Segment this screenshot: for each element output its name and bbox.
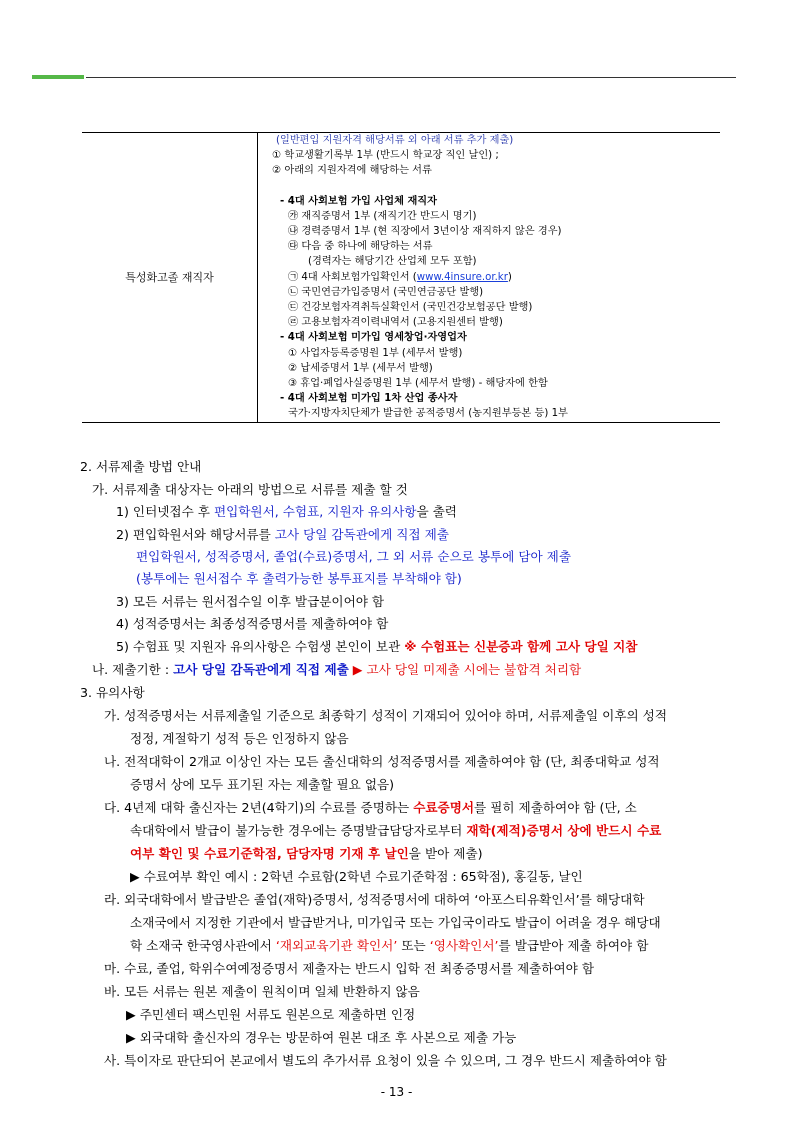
insurance-site-link[interactable]: www.4insure.or.kr bbox=[416, 271, 508, 283]
table-line: ㉠ 4대 사회보험가입확인서 (www.4insure.or.kr) bbox=[288, 271, 512, 283]
s3-ra-line2: 소재국에서 지정한 기관에서 발급받거나, 미가입국 또는 가입국이라도 발급이 어려울 경우 해당대 bbox=[130, 915, 661, 930]
s3-ba-bullet-1: ▶ 주민센터 팩스민원 서류도 원본으로 제출하면 인정 bbox=[126, 1007, 416, 1022]
table-line: ㉣ 고용보험자격이력내역서 (고용지원센터 발행) bbox=[288, 317, 503, 329]
s3-na-line2: 증명서 상에 모두 표기된 자는 제출할 필요 없음) bbox=[130, 777, 395, 792]
section-2-heading: 2. 서류제출 방법 안내 bbox=[80, 459, 202, 474]
s3-na-line1: 나. 전적대학이 2개교 이상인 자는 모든 출신대학의 성적증명서를 제출하여야 함 (단, 최종대학교 성적 bbox=[104, 754, 660, 769]
header-rule bbox=[86, 77, 736, 78]
table-label-cell: 특성화고졸 재직자 bbox=[82, 133, 258, 423]
table-line: ② 아래의 지원자격에 해당하는 서류 bbox=[272, 165, 432, 177]
table-line: ㉮ 재직증명서 1부 (재직기간 반드시 명기) bbox=[288, 210, 477, 222]
table-row bbox=[82, 133, 720, 423]
s3-ra-line1: 라. 외국대학에서 발급받은 졸업(재학)증명서, 성적증명서에 대하여 ‘아포스티유확인서’를 해당대학 bbox=[104, 892, 645, 907]
table-line: (일반편입 지원자격 해당서류 외 아래 서류 추가 제출) bbox=[276, 135, 514, 146]
table-line: (경력자는 해당기간 산업체 모두 포함) bbox=[308, 256, 477, 268]
table-content-cell bbox=[258, 133, 721, 423]
header-accent-bar bbox=[32, 75, 84, 79]
table-line: ㉯ 경력증명서 1부 (현 직장에서 3년이상 재직하지 않은 경우) bbox=[288, 226, 562, 238]
table-line: ③ 휴업·폐업사실증명원 1부 (세무서 발행) - 해당자에 한함 bbox=[288, 378, 548, 390]
table-line: - 4대 사회보험 가입 사업체 재직자 bbox=[280, 195, 437, 207]
table-line: ① 학교생활기록부 1부 (반드시 학교장 직인 날인) ; bbox=[272, 150, 499, 162]
page-number: - 13 - bbox=[380, 1085, 413, 1099]
s3-da-line2: 속대학에서 발급이 불가능한 경우에는 증명발급담당자로부터 재학(제적)증명서 상에 반드시 수료 bbox=[130, 823, 662, 838]
s3-da-example: ▶ 수료여부 확인 예시 : 2학년 수료함(2학년 수료기준학점 : 65학점), 홍길동, 날인 bbox=[130, 869, 583, 884]
table-line: ② 납세증명서 1부 (세무서 발행) bbox=[288, 362, 433, 374]
s3-ba-bullet-2: ▶ 외국대학 출신자의 경우는 방문하여 원본 대조 후 사본으로 제출 가능 bbox=[126, 1030, 517, 1045]
table-line: - 4대 사회보험 미가입 1차 산업 종사자 bbox=[280, 393, 458, 405]
s3-da-line3: 여부 확인 및 수료기준학점, 담당자명 기재 후 날인을 받아 제출) bbox=[130, 846, 483, 861]
s2-item-2-line3: (봉투에는 원서접수 후 출력가능한 봉투표지를 부착해야 함) bbox=[136, 571, 462, 586]
table-line: ㉰ 다음 중 하나에 해당하는 서류 bbox=[288, 241, 433, 253]
s2-item-2-line2: 편입학원서, 성적증명서, 졸업(수료)증명서, 그 외 서류 순으로 봉투에 담아 제출 bbox=[136, 549, 571, 564]
table-line: ㉢ 건강보험자격취득실확인서 (국민건강보험공단 발행) bbox=[288, 302, 533, 314]
s2-item-2: 2) 편입학원서와 해당서류를 고사 당일 감독관에게 직접 제출 bbox=[116, 527, 449, 542]
s2-item-4: 4) 성적증명서는 최종성적증명서를 제출하여야 함 bbox=[116, 616, 389, 631]
requirements-table bbox=[82, 132, 720, 423]
s2-item-1: 1) 인터넷접수 후 편입학원서, 수험표, 지원자 유의사항을 출력 bbox=[116, 504, 457, 519]
s2-item-3: 3) 모든 서류는 원서접수일 이후 발급분이어야 함 bbox=[116, 594, 385, 609]
s3-ma: 마. 수료, 졸업, 학위수여예정증명서 제출자는 반드시 입학 전 최종증명서를 제출하여야 함 bbox=[104, 961, 595, 976]
table-line: 국가·지방자치단체가 발급한 공적증명서 (농지원부등본 등) 1부 bbox=[288, 408, 568, 420]
section-3-heading: 3. 유의사항 bbox=[80, 685, 145, 700]
table-line: ㉡ 국민연금가입증명서 (국민연금공단 발행) bbox=[288, 286, 484, 298]
s3-ga-line1: 가. 성적증명서는 서류제출일 기준으로 최종학기 성적이 기재되어 있어야 하며, 서류제출일 이후의 성적 bbox=[104, 708, 667, 723]
s3-ba: 바. 모든 서류는 원본 제출이 원칙이며 일체 반환하지 않음 bbox=[104, 984, 420, 999]
s2-item-5: 5) 수험표 및 지원자 유의사항은 수험생 본인이 보관 ※ 수험표는 신분증과 함께 고사 당일 지참 bbox=[116, 639, 638, 654]
s2-ga: 가. 서류제출 대상자는 아래의 방법으로 서류를 제출 할 것 bbox=[92, 482, 408, 497]
s3-ga-line2: 정정, 계절학기 성적 등은 인정하지 않음 bbox=[130, 731, 349, 746]
table-line: - 4대 사회보험 미가입 영세창업·자영업자 bbox=[280, 332, 467, 344]
s3-sa: 사. 특이자로 판단되어 본교에서 별도의 추가서류 요청이 있을 수 있으며, 그 경우 반드시 제출하여야 함 bbox=[104, 1053, 667, 1068]
s3-da-line1: 다. 4년제 대학 출신자는 2년(4학기)의 수료를 증명하는 수료증명서를 필히 제출하여야 함 (단, 소 bbox=[104, 800, 637, 815]
table-line: ① 사업자등록증명원 1부 (세무서 발행) bbox=[288, 347, 463, 359]
s3-ra-line3: 학 소재국 한국영사관에서 ‘재외교육기관 확인서’ 또는 ‘영사확인서’를 발급받아 제출 하여야 함 bbox=[130, 938, 649, 953]
s2-na: 나. 제출기한 : 고사 당일 감독관에게 직접 제출 ▶ 고사 당일 미제출 시에는 불합격 처리함 bbox=[92, 662, 582, 677]
table-line-spacer bbox=[258, 179, 720, 194]
